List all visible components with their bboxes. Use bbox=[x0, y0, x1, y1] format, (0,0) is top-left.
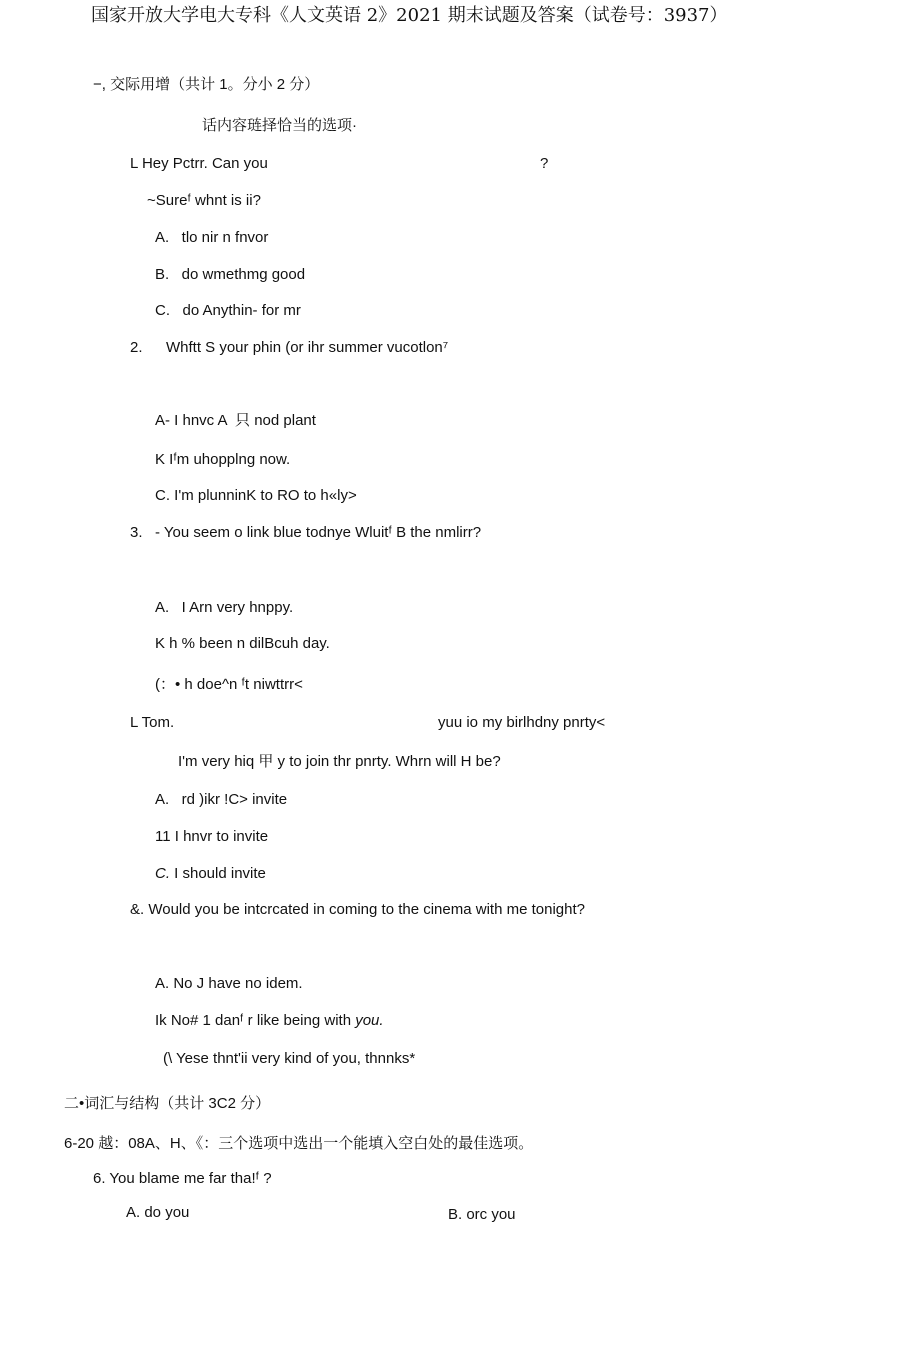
q5-option-a: A. No J have no idem. bbox=[155, 975, 303, 992]
q2-stem: Whftt S your phin (or ihr summer vucotlon⁷ bbox=[166, 339, 449, 356]
q4-option-c-text: I should invite bbox=[170, 865, 266, 882]
q4-option-b: 11 I hnvr to invite bbox=[155, 828, 269, 845]
q1-option-b: B. do wmethmg good bbox=[155, 266, 306, 283]
q2-number: 2. bbox=[130, 339, 143, 356]
q4-reply: I'm very hiq 甲 y to join thr pnrty. Whrn will H be? bbox=[178, 753, 501, 770]
section1-heading: −, 交际用增（共计 1。分小 2 分） bbox=[93, 76, 320, 93]
q2-option-b: K Iᶠm uhopplng now. bbox=[155, 451, 291, 468]
q4-option-c bbox=[155, 865, 266, 883]
section2-instruction: 6-20 越：08A、H、《：三个选项中选出一个能填入空白处的最佳选项。 bbox=[64, 1135, 534, 1152]
section1-instruction: 话内容琏择恰当的选项· bbox=[202, 117, 357, 134]
q5-option-c: (\ Yese thnt'ii very kind of you, thnnks* bbox=[163, 1050, 416, 1067]
q6-option-b: B. orc you bbox=[448, 1206, 516, 1223]
section2-heading: 二•词汇与结构（共计 3C2 分） bbox=[64, 1095, 271, 1112]
q4-stem-right: yuu io my birlhdny pnrty< bbox=[438, 714, 606, 731]
q5-option-b-text: Ik No# 1 danᶠ r like being with bbox=[155, 1012, 356, 1029]
document-title: 国家开放大学电大专科《人文英语 2》2021 期末试题及答案（试卷号：3937） bbox=[91, 5, 728, 26]
q4-option-c-letter: C. bbox=[155, 865, 170, 882]
q4-stem-left: L Tom. bbox=[130, 714, 175, 731]
q2-option-a: A- I hnvc A 只 nod plant bbox=[155, 412, 316, 429]
q3-number: 3. bbox=[130, 524, 143, 541]
q5-stem: &. Would you be intcrcated in coming to the cinema with me tonight? bbox=[130, 901, 585, 918]
q3-option-c: (：• h doe^n ᶠt niwttrr< bbox=[155, 676, 303, 693]
q4-option-a: A. rd )ikr !C> invite bbox=[155, 791, 288, 808]
q3-stem: - You seem o link blue todnye Wluitᶠ B the nmlirr? bbox=[155, 524, 482, 541]
q2-option-c: C. I'm plunninK to RO to h«ly> bbox=[155, 487, 357, 504]
q1-option-a: A. tlo nir n fnvor bbox=[155, 229, 269, 246]
q6-option-a: A. do you bbox=[126, 1204, 190, 1221]
q1-option-c: C. do Anythin- for mr bbox=[155, 302, 301, 319]
q1-stem: L Hey Pctrr. Can you bbox=[130, 155, 268, 172]
q3-option-a: A. I Arn very hnppy. bbox=[155, 599, 294, 616]
q3-option-b: K h % been n dilBcuh day. bbox=[155, 635, 330, 652]
q5-option-b bbox=[155, 1012, 384, 1030]
q1-reply: ~Sureᶠ whnt is ii? bbox=[147, 192, 261, 209]
q5-option-b-italic: you. bbox=[355, 1012, 384, 1029]
q6-stem: 6. You blame me far tha!ᶠ ? bbox=[93, 1170, 272, 1187]
q1-question-mark: ? bbox=[540, 155, 549, 172]
